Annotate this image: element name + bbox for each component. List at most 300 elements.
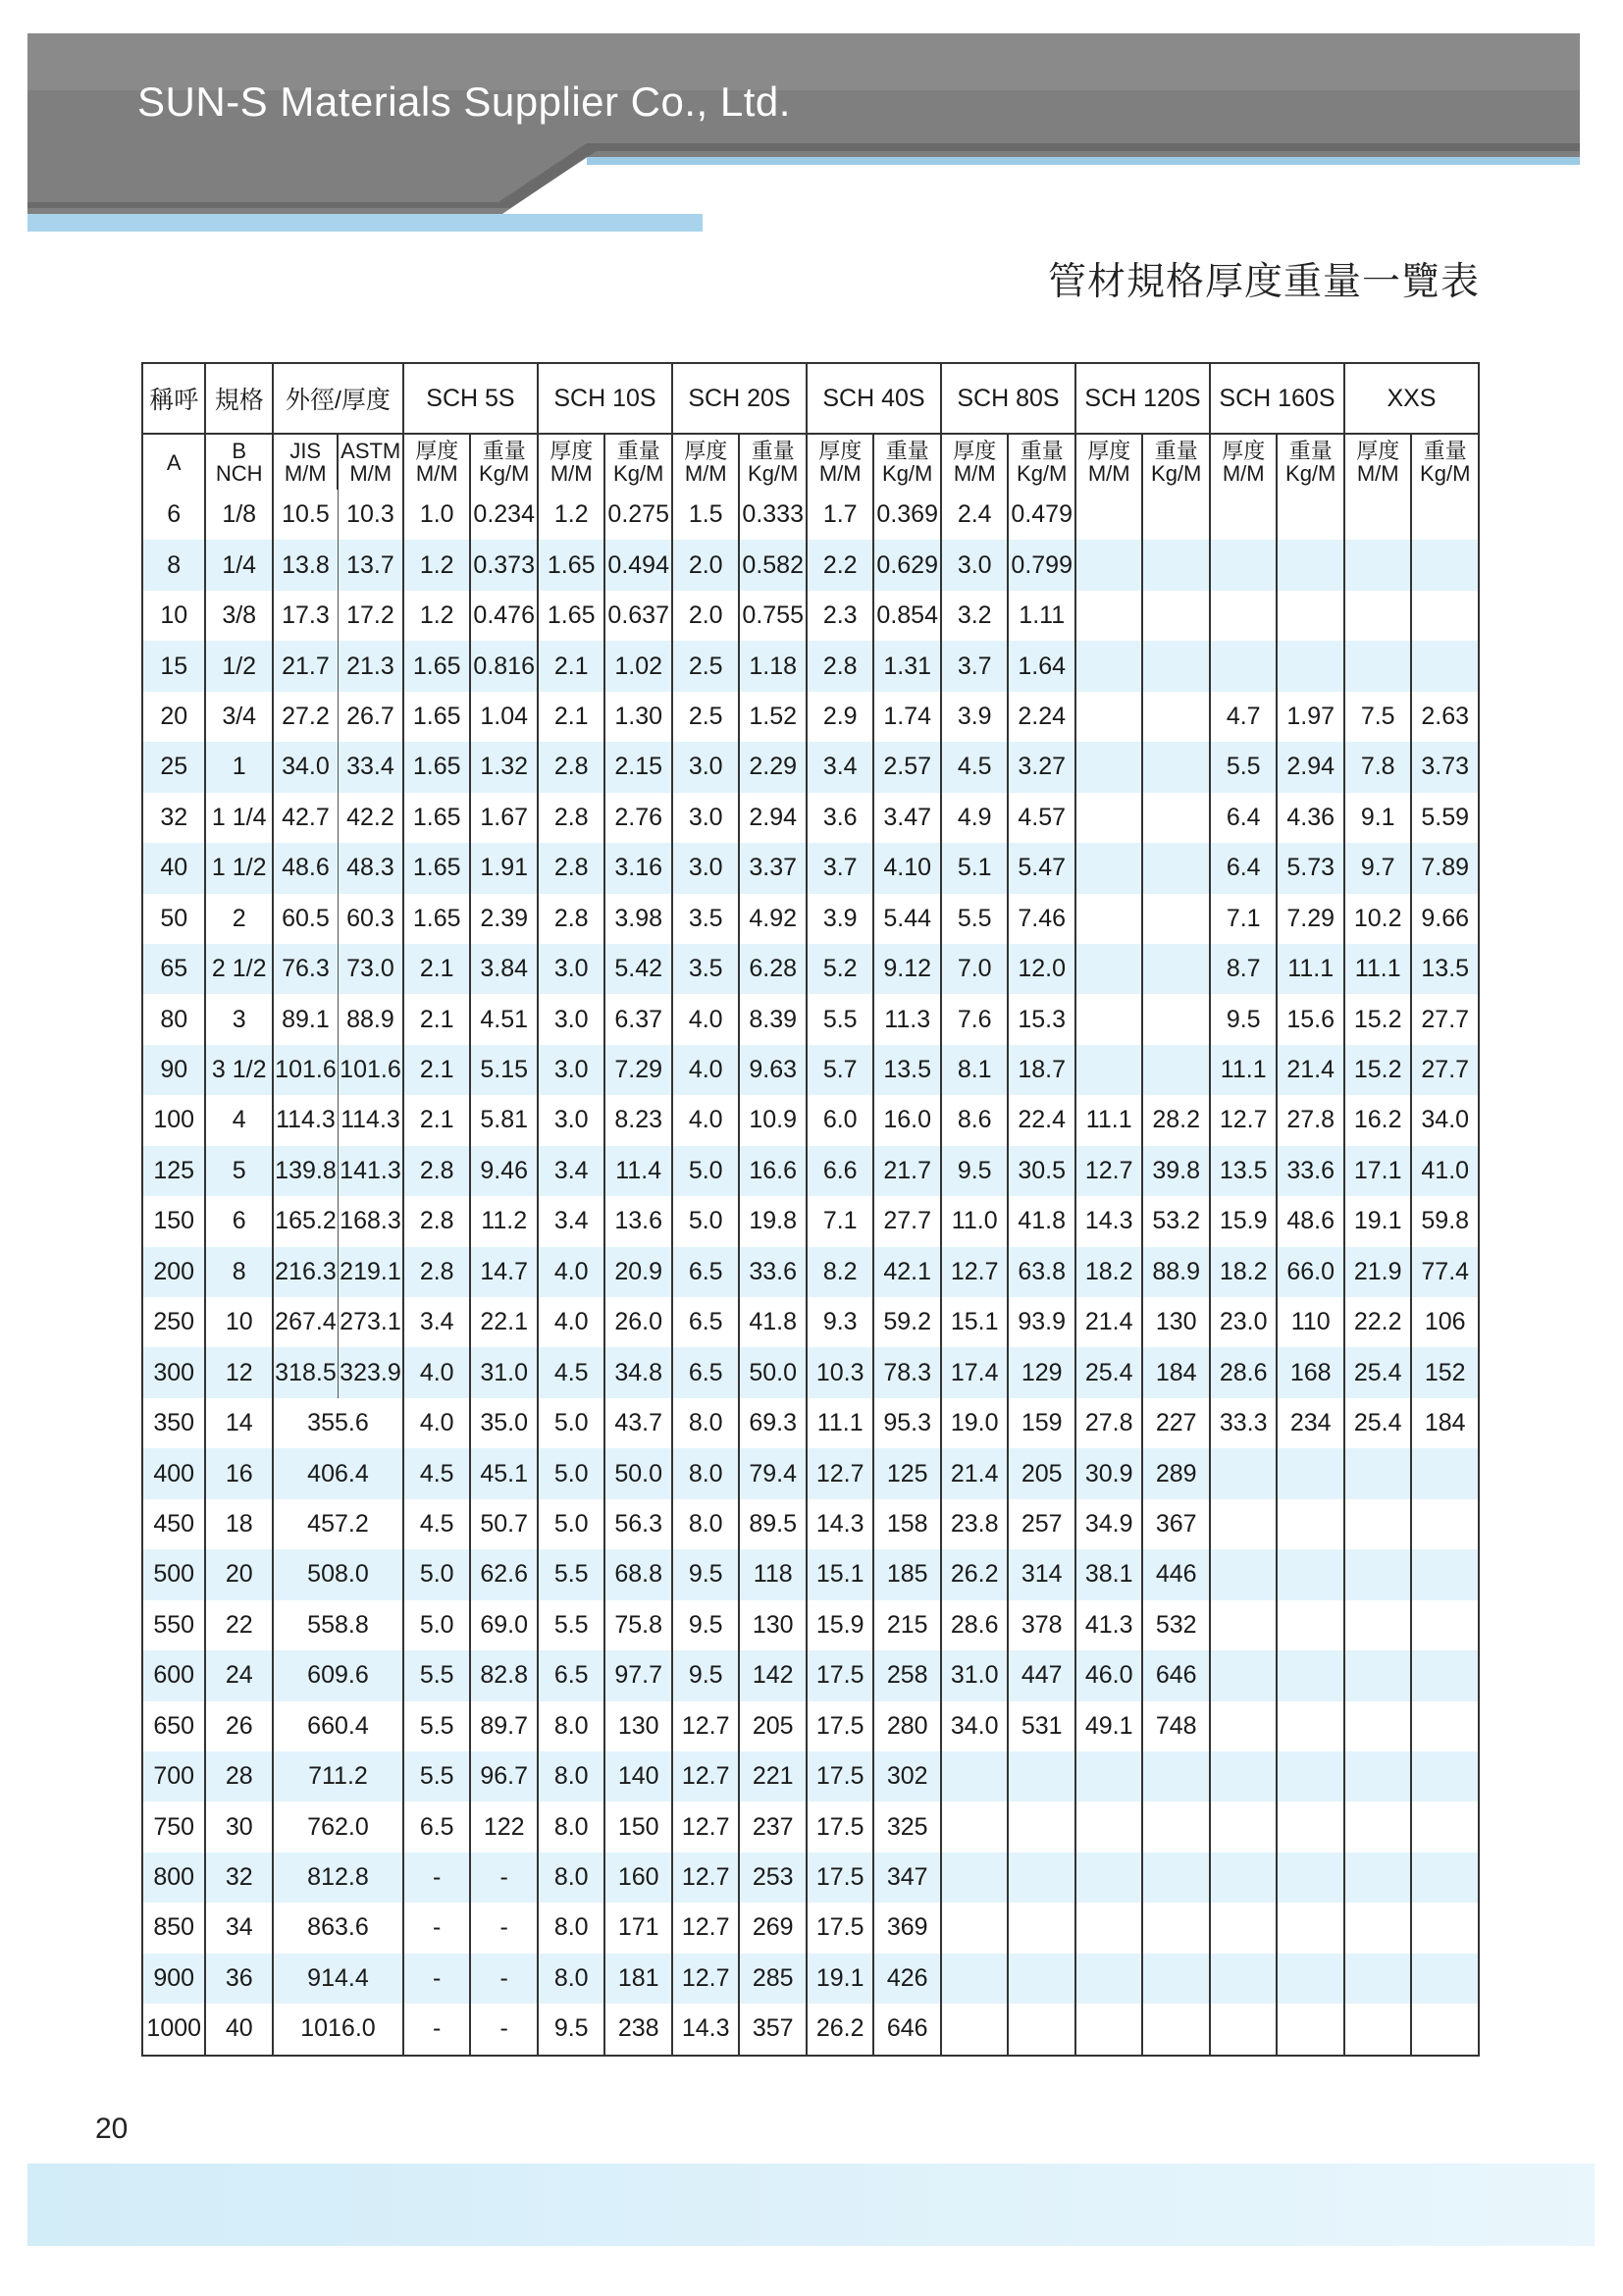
- cell-weight: [1142, 894, 1210, 944]
- cell-thickness: [1210, 641, 1278, 691]
- cell-weight: 19.8: [739, 1196, 807, 1246]
- cell-weight: 93.9: [1008, 1297, 1075, 1347]
- cell-thickness: 3.0: [538, 994, 605, 1044]
- cell-weight: 9.12: [873, 944, 941, 994]
- cell-thickness: 12.7: [672, 1751, 740, 1801]
- table-row: [142, 641, 1479, 691]
- cell-weight: 0.479: [1008, 490, 1075, 540]
- cell-thickness: [1344, 1600, 1412, 1650]
- table-row: [142, 1247, 1479, 1297]
- cell-weight: 0.582: [739, 540, 807, 590]
- document-title: 管材規格厚度重量一覽表: [1047, 260, 1480, 304]
- cell-weight: 69.3: [739, 1398, 807, 1448]
- cell-weight: 89.7: [470, 1701, 538, 1751]
- header-sch-40s: SCH 40S: [807, 363, 941, 434]
- cell-weight: 0.275: [604, 490, 672, 540]
- cell-nominal-a: 150: [142, 1196, 205, 1246]
- header-xxs: XXS: [1344, 363, 1479, 434]
- cell-thickness: 3.4: [807, 742, 874, 792]
- cell-thickness: [1210, 540, 1278, 590]
- cell-size-b: 18: [205, 1499, 273, 1549]
- subheader-thickness: 厚度 M/M: [403, 434, 471, 490]
- cell-thickness: 5.5: [941, 894, 1009, 944]
- cell-thickness: 3.7: [807, 843, 874, 893]
- cell-weight: 20.9: [604, 1247, 672, 1297]
- table-row: [142, 1297, 1479, 1347]
- subheader-thickness: 厚度 M/M: [1210, 434, 1278, 490]
- cell-od-jis: 48.6: [273, 843, 338, 893]
- cell-od-astm: 42.2: [338, 793, 403, 843]
- cell-thickness: 7.1: [1210, 894, 1278, 944]
- cell-thickness: 7.6: [941, 994, 1009, 1044]
- cell-weight: [1277, 1448, 1344, 1498]
- cell-thickness: [1075, 1954, 1143, 2004]
- subheader-thickness: 厚度 M/M: [1075, 434, 1143, 490]
- cell-weight: [1277, 591, 1344, 641]
- cell-nominal-a: 65: [142, 944, 205, 994]
- cell-weight: 110: [1277, 1297, 1344, 1347]
- cell-weight: 22.4: [1008, 1095, 1075, 1145]
- cell-thickness: 5.5: [1210, 742, 1278, 792]
- cell-thickness: 5.5: [538, 1549, 605, 1599]
- cell-thickness: 6.5: [672, 1247, 740, 1297]
- cell-thickness: 6.4: [1210, 793, 1278, 843]
- cell-thickness: 3.5: [672, 894, 740, 944]
- cell-weight: 2.29: [739, 742, 807, 792]
- cell-outer-diameter: 863.6: [273, 1903, 403, 1953]
- cell-thickness: [1344, 641, 1412, 691]
- cell-thickness: 6.5: [538, 1650, 605, 1700]
- cell-thickness: 5.5: [403, 1751, 471, 1801]
- cell-thickness: 8.1: [941, 1045, 1009, 1095]
- cell-thickness: 12.7: [672, 1954, 740, 2004]
- cell-weight: 6.28: [739, 944, 807, 994]
- cell-size-b: 8: [205, 1247, 273, 1297]
- cell-weight: 43.7: [604, 1398, 672, 1448]
- cell-weight: 15.3: [1008, 994, 1075, 1044]
- cell-thickness: [1210, 1954, 1278, 2004]
- cell-thickness: [1344, 1549, 1412, 1599]
- cell-weight: 26.0: [604, 1297, 672, 1347]
- cell-weight: 122: [470, 1801, 538, 1852]
- cell-weight: 2.39: [470, 894, 538, 944]
- cell-thickness: 34.9: [1075, 1499, 1143, 1549]
- cell-thickness: 8.6: [941, 1095, 1009, 1145]
- cell-weight: [1411, 1549, 1479, 1599]
- cell-size-b: 1/2: [205, 641, 273, 691]
- cell-nominal-a: 300: [142, 1347, 205, 1397]
- cell-weight: 50.0: [739, 1347, 807, 1397]
- cell-weight: [1277, 1600, 1344, 1650]
- cell-weight: [1277, 1852, 1344, 1903]
- cell-thickness: 1.65: [538, 540, 605, 590]
- cell-nominal-a: 20: [142, 692, 205, 742]
- cell-weight: [1142, 843, 1210, 893]
- cell-thickness: 7.8: [1344, 742, 1412, 792]
- cell-nominal-a: 800: [142, 1852, 205, 1903]
- cell-nominal-a: 8: [142, 540, 205, 590]
- table-row: [142, 944, 1479, 994]
- cell-thickness: [1075, 944, 1143, 994]
- cell-weight: 33.6: [1277, 1146, 1344, 1196]
- cell-thickness: 1.5: [672, 490, 740, 540]
- cell-weight: 2.94: [1277, 742, 1344, 792]
- cell-thickness: [1210, 1852, 1278, 1903]
- subheader-weight: 重量 Kg/M: [1411, 434, 1479, 490]
- cell-thickness: 9.3: [807, 1297, 874, 1347]
- cell-thickness: 4.5: [941, 742, 1009, 792]
- cell-weight: 1.64: [1008, 641, 1075, 691]
- cell-thickness: 4.0: [672, 1045, 740, 1095]
- table-row: [142, 894, 1479, 944]
- cell-thickness: 2.1: [403, 1095, 471, 1145]
- cell-weight: 95.3: [873, 1398, 941, 1448]
- cell-thickness: [1075, 843, 1143, 893]
- cell-size-b: 30: [205, 1801, 273, 1852]
- cell-size-b: 12: [205, 1347, 273, 1397]
- cell-od-jis: 27.2: [273, 692, 338, 742]
- cell-weight: [1142, 1801, 1210, 1852]
- cell-thickness: 11.1: [1075, 1095, 1143, 1145]
- cell-thickness: 15.2: [1344, 1045, 1412, 1095]
- cell-thickness: 12.7: [1075, 1146, 1143, 1196]
- cell-thickness: 17.5: [807, 1801, 874, 1852]
- cell-weight: -: [470, 1852, 538, 1903]
- cell-thickness: 23.8: [941, 1499, 1009, 1549]
- cell-weight: 2.24: [1008, 692, 1075, 742]
- cell-outer-diameter: 1016.0: [273, 2004, 403, 2055]
- cell-weight: 0.373: [470, 540, 538, 590]
- cell-weight: 27.7: [873, 1196, 941, 1246]
- cell-weight: 152: [1411, 1347, 1479, 1397]
- cell-weight: 1.91: [470, 843, 538, 893]
- cell-weight: 1.97: [1277, 692, 1344, 742]
- cell-outer-diameter: 558.8: [273, 1600, 403, 1650]
- cell-thickness: 2.3: [807, 591, 874, 641]
- cell-thickness: 5.0: [538, 1499, 605, 1549]
- cell-thickness: [1075, 1751, 1143, 1801]
- table-row: [142, 1852, 1479, 1903]
- cell-thickness: 1.2: [403, 591, 471, 641]
- cell-nominal-a: 125: [142, 1146, 205, 1196]
- cell-thickness: 46.0: [1075, 1650, 1143, 1700]
- cell-weight: 7.29: [604, 1045, 672, 1095]
- cell-thickness: [1210, 1600, 1278, 1650]
- table-row: [142, 1146, 1479, 1196]
- cell-weight: 0.494: [604, 540, 672, 590]
- cell-weight: 205: [739, 1701, 807, 1751]
- table-row: [142, 1499, 1479, 1549]
- cell-size-b: 3: [205, 994, 273, 1044]
- cell-weight: 45.1: [470, 1448, 538, 1498]
- cell-thickness: 1.65: [403, 742, 471, 792]
- cell-thickness: 19.1: [807, 1954, 874, 2004]
- cell-thickness: 4.0: [538, 1297, 605, 1347]
- cell-nominal-a: 400: [142, 1448, 205, 1498]
- cell-thickness: 2.5: [672, 641, 740, 691]
- cell-weight: 257: [1008, 1499, 1075, 1549]
- cell-thickness: 2.8: [807, 641, 874, 691]
- cell-weight: 285: [739, 1954, 807, 2004]
- cell-weight: 7.29: [1277, 894, 1344, 944]
- cell-weight: 269: [739, 1903, 807, 1953]
- cell-thickness: [941, 1751, 1009, 1801]
- cell-weight: 50.7: [470, 1499, 538, 1549]
- cell-od-jis: 13.8: [273, 540, 338, 590]
- cell-size-b: 22: [205, 1600, 273, 1650]
- table-row: [142, 843, 1479, 893]
- cell-thickness: 17.5: [807, 1701, 874, 1751]
- cell-weight: 0.854: [873, 591, 941, 641]
- cell-thickness: 6.5: [403, 1801, 471, 1852]
- cell-weight: 5.59: [1411, 793, 1479, 843]
- header-sch-20s: SCH 20S: [672, 363, 807, 434]
- cell-weight: [1411, 1600, 1479, 1650]
- cell-thickness: 28.6: [941, 1600, 1009, 1650]
- cell-weight: 446: [1142, 1549, 1210, 1599]
- cell-weight: [1142, 591, 1210, 641]
- table-row: [142, 1549, 1479, 1599]
- cell-thickness: [941, 1903, 1009, 1953]
- cell-thickness: 1.65: [403, 894, 471, 944]
- cell-thickness: 8.0: [672, 1448, 740, 1498]
- cell-weight: 11.4: [604, 1146, 672, 1196]
- cell-thickness: 2.9: [807, 692, 874, 742]
- cell-thickness: 1.2: [538, 490, 605, 540]
- cell-od-jis: 76.3: [273, 944, 338, 994]
- cell-od-jis: 114.3: [273, 1095, 338, 1145]
- cell-thickness: 2.8: [538, 793, 605, 843]
- cell-thickness: 4.7: [1210, 692, 1278, 742]
- cell-weight: 50.0: [604, 1448, 672, 1498]
- cell-size-b: 10: [205, 1297, 273, 1347]
- cell-weight: 39.8: [1142, 1146, 1210, 1196]
- cell-od-jis: 101.6: [273, 1045, 338, 1095]
- cell-thickness: 19.1: [1344, 1196, 1412, 1246]
- cell-outer-diameter: 914.4: [273, 1954, 403, 2004]
- subheader-jis: JIS M/M: [273, 434, 338, 490]
- cell-weight: -: [470, 1954, 538, 2004]
- cell-weight: [1277, 1954, 1344, 2004]
- cell-thickness: 17.5: [807, 1852, 874, 1903]
- cell-weight: 59.8: [1411, 1196, 1479, 1246]
- cell-weight: [1411, 1903, 1479, 1953]
- cell-weight: 63.8: [1008, 1247, 1075, 1297]
- cell-outer-diameter: 355.6: [273, 1398, 403, 1448]
- cell-thickness: 3.5: [672, 944, 740, 994]
- cell-weight: 142: [739, 1650, 807, 1700]
- cell-thickness: 14.3: [807, 1499, 874, 1549]
- cell-thickness: [1075, 692, 1143, 742]
- cell-nominal-a: 15: [142, 641, 205, 691]
- cell-weight: [1142, 1045, 1210, 1095]
- cell-weight: 96.7: [470, 1751, 538, 1801]
- cell-weight: 2.76: [604, 793, 672, 843]
- cell-weight: [1142, 1852, 1210, 1903]
- cell-thickness: 8.2: [807, 1247, 874, 1297]
- cell-weight: [1277, 1903, 1344, 1953]
- subheader-weight: 重量 Kg/M: [470, 434, 538, 490]
- cell-weight: 130: [1142, 1297, 1210, 1347]
- cell-thickness: 1.65: [538, 591, 605, 641]
- cell-weight: 2.94: [739, 793, 807, 843]
- cell-size-b: 34: [205, 1903, 273, 1953]
- cell-od-jis: 267.4: [273, 1297, 338, 1347]
- cell-thickness: 3.0: [538, 944, 605, 994]
- cell-thickness: 9.5: [672, 1650, 740, 1700]
- cell-od-astm: 48.3: [338, 843, 403, 893]
- cell-thickness: 4.0: [672, 1095, 740, 1145]
- cell-size-b: 1/8: [205, 490, 273, 540]
- header-od-thickness: 外徑/厚度: [273, 363, 403, 434]
- cell-thickness: 8.0: [538, 1701, 605, 1751]
- cell-thickness: 5.0: [538, 1398, 605, 1448]
- cell-nominal-a: 900: [142, 1954, 205, 2004]
- cell-weight: 0.637: [604, 591, 672, 641]
- table-row: [142, 1196, 1479, 1246]
- cell-weight: 1.30: [604, 692, 672, 742]
- table-row: [142, 591, 1479, 641]
- cell-weight: 532: [1142, 1600, 1210, 1650]
- cell-thickness: 19.0: [941, 1398, 1009, 1448]
- cell-thickness: 4.5: [403, 1448, 471, 1498]
- cell-weight: 369: [873, 1903, 941, 1953]
- cell-weight: 4.57: [1008, 793, 1075, 843]
- cell-thickness: 5.5: [538, 1600, 605, 1650]
- cell-thickness: 8.0: [538, 1903, 605, 1953]
- cell-od-jis: 165.2: [273, 1196, 338, 1246]
- cell-weight: [1008, 1903, 1075, 1953]
- cell-thickness: 3.9: [807, 894, 874, 944]
- cell-thickness: 11.1: [1210, 1045, 1278, 1095]
- cell-thickness: 33.3: [1210, 1398, 1278, 1448]
- cell-thickness: 14.3: [672, 2004, 740, 2055]
- cell-thickness: 30.9: [1075, 1448, 1143, 1498]
- cell-weight: 4.36: [1277, 793, 1344, 843]
- cell-weight: 22.1: [470, 1297, 538, 1347]
- cell-thickness: 2.1: [538, 692, 605, 742]
- cell-weight: 2.63: [1411, 692, 1479, 742]
- cell-weight: 6.37: [604, 994, 672, 1044]
- cell-od-astm: 168.3: [338, 1196, 403, 1246]
- cell-thickness: 3.4: [538, 1196, 605, 1246]
- cell-weight: [1277, 641, 1344, 691]
- cell-thickness: 10.3: [807, 1347, 874, 1397]
- cell-od-astm: 141.3: [338, 1146, 403, 1196]
- cell-weight: 357: [739, 2004, 807, 2055]
- cell-weight: 9.63: [739, 1045, 807, 1095]
- cell-weight: 0.476: [470, 591, 538, 641]
- cell-thickness: [1210, 490, 1278, 540]
- cell-weight: [1411, 490, 1479, 540]
- cell-weight: [1277, 1701, 1344, 1751]
- cell-thickness: -: [403, 1954, 471, 2004]
- cell-thickness: 1.65: [403, 692, 471, 742]
- cell-size-b: 36: [205, 1954, 273, 2004]
- cell-thickness: 12.7: [672, 1852, 740, 1903]
- cell-weight: 150: [604, 1801, 672, 1852]
- cell-thickness: 8.0: [538, 1954, 605, 2004]
- cell-thickness: 9.5: [672, 1549, 740, 1599]
- cell-thickness: 18.2: [1210, 1247, 1278, 1297]
- cell-weight: 21.4: [1277, 1045, 1344, 1095]
- cell-weight: 1.18: [739, 641, 807, 691]
- cell-thickness: 5.5: [403, 1701, 471, 1751]
- cell-size-b: 4: [205, 1095, 273, 1145]
- cell-weight: 130: [604, 1701, 672, 1751]
- cell-weight: 447: [1008, 1650, 1075, 1700]
- cell-weight: 62.6: [470, 1549, 538, 1599]
- cell-nominal-a: 100: [142, 1095, 205, 1145]
- cell-nominal-a: 90: [142, 1045, 205, 1095]
- cell-thickness: 2.4: [941, 490, 1009, 540]
- cell-weight: 531: [1008, 1701, 1075, 1751]
- cell-thickness: [941, 2004, 1009, 2055]
- cell-thickness: 12.7: [672, 1701, 740, 1751]
- cell-weight: 1.52: [739, 692, 807, 742]
- cell-nominal-a: 50: [142, 894, 205, 944]
- cell-weight: 9.46: [470, 1146, 538, 1196]
- cell-weight: [1411, 2004, 1479, 2055]
- cell-nominal-a: 80: [142, 994, 205, 1044]
- cell-thickness: 3.0: [672, 742, 740, 792]
- cell-thickness: 8.7: [1210, 944, 1278, 994]
- cell-weight: 8.39: [739, 994, 807, 1044]
- cell-weight: 280: [873, 1701, 941, 1751]
- cell-weight: 0.755: [739, 591, 807, 641]
- cell-thickness: 3.0: [672, 793, 740, 843]
- cell-weight: 238: [604, 2004, 672, 2055]
- cell-thickness: 4.9: [941, 793, 1009, 843]
- cell-weight: 56.3: [604, 1499, 672, 1549]
- cell-od-astm: 101.6: [338, 1045, 403, 1095]
- cell-weight: 33.6: [739, 1247, 807, 1297]
- cell-thickness: 5.0: [672, 1196, 740, 1246]
- cell-thickness: 31.0: [941, 1650, 1009, 1700]
- cell-od-jis: 89.1: [273, 994, 338, 1044]
- cell-weight: 14.7: [470, 1247, 538, 1297]
- cell-weight: 0.333: [739, 490, 807, 540]
- cell-thickness: [1344, 591, 1412, 641]
- cell-thickness: 5.0: [538, 1448, 605, 1498]
- cell-thickness: 1.7: [807, 490, 874, 540]
- cell-weight: [1142, 490, 1210, 540]
- cell-thickness: [1344, 540, 1412, 590]
- table-row: [142, 1650, 1479, 1700]
- cell-thickness: 1.0: [403, 490, 471, 540]
- cell-thickness: 3.4: [403, 1297, 471, 1347]
- subheader-weight: 重量 Kg/M: [604, 434, 672, 490]
- cell-weight: [1411, 641, 1479, 691]
- cell-weight: 75.8: [604, 1600, 672, 1650]
- cell-thickness: 2.0: [672, 591, 740, 641]
- table-body: [142, 490, 1479, 2056]
- cell-od-jis: 139.8: [273, 1146, 338, 1196]
- cell-thickness: 22.2: [1344, 1297, 1412, 1347]
- subheader-thickness: 厚度 M/M: [672, 434, 740, 490]
- cell-thickness: 3.9: [941, 692, 1009, 742]
- cell-weight: 5.81: [470, 1095, 538, 1145]
- cell-weight: 160: [604, 1852, 672, 1903]
- cell-weight: 1.31: [873, 641, 941, 691]
- cell-nominal-a: 40: [142, 843, 205, 893]
- cell-thickness: [1344, 1954, 1412, 2004]
- cell-od-jis: 216.3: [273, 1247, 338, 1297]
- cell-thickness: [1210, 2004, 1278, 2055]
- group-header-row: [142, 363, 1479, 434]
- cell-od-astm: 17.2: [338, 591, 403, 641]
- cell-thickness: 26.2: [807, 2004, 874, 2055]
